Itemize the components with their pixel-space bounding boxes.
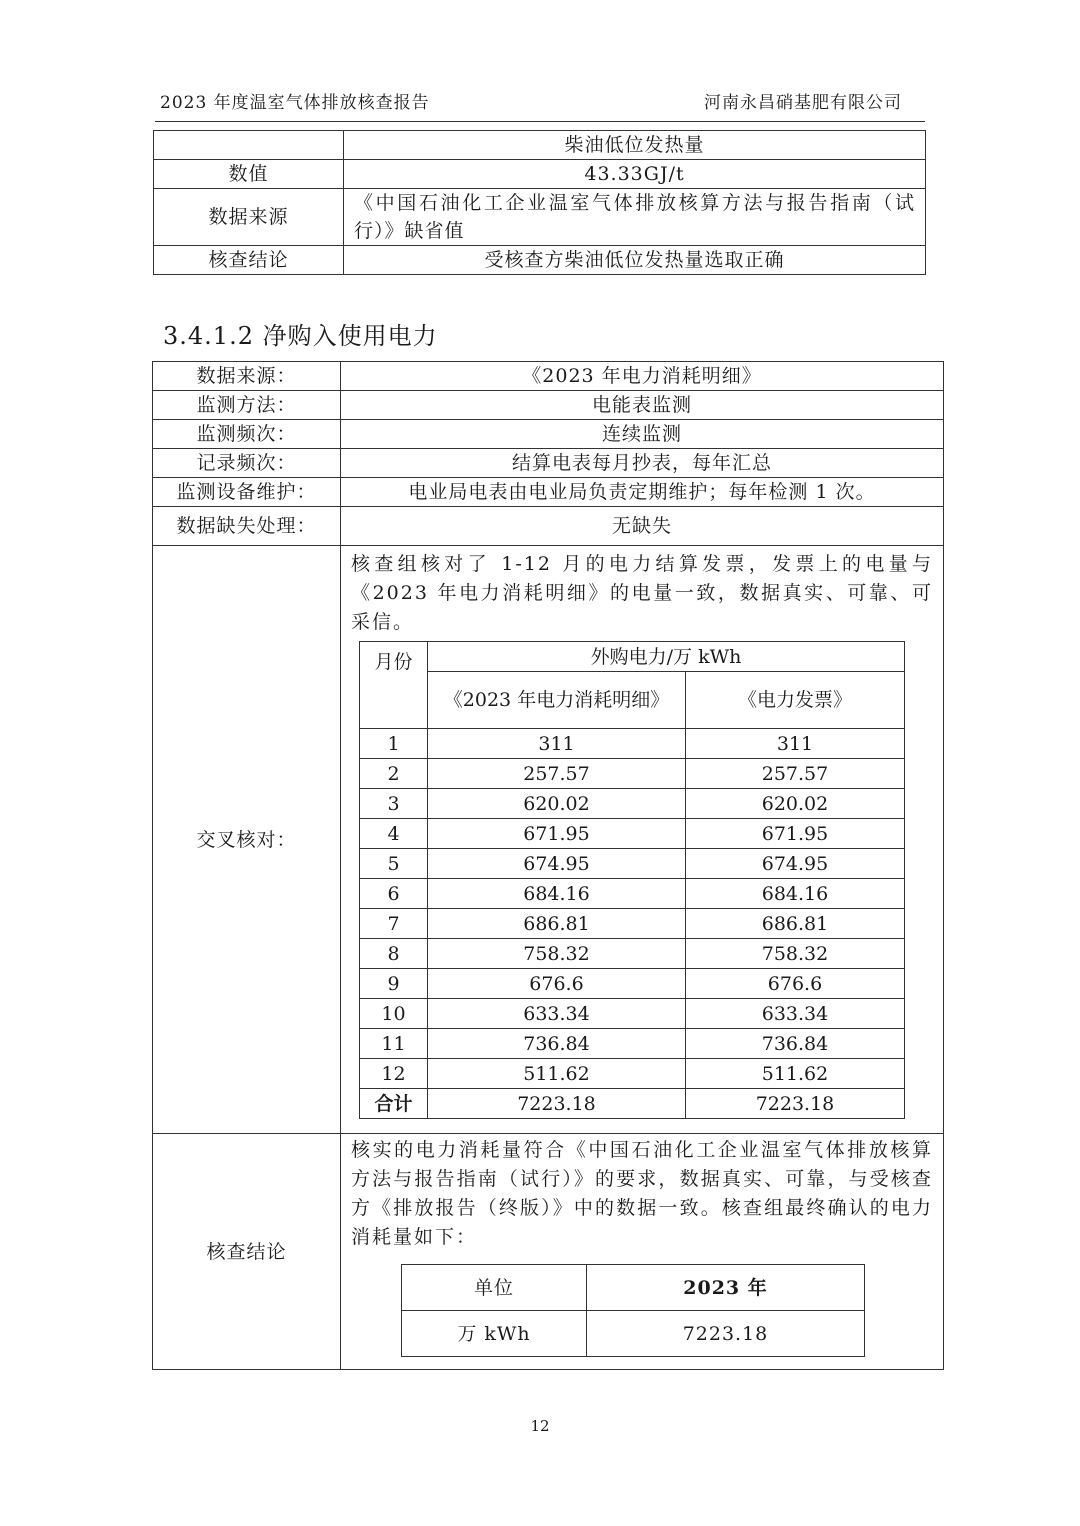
month-cell: 11 [360, 1029, 428, 1059]
row-value: 电业局电表由电业局负责定期维护；每年检测 1 次。 [341, 478, 944, 507]
detail-value: 736.84 [428, 1029, 686, 1059]
section-heading: 3.4.1.2 净购入使用电力 [163, 322, 438, 350]
row-label: 记录频次： [153, 449, 341, 478]
detail-value: 674.95 [428, 849, 686, 879]
detail-value: 671.95 [428, 819, 686, 849]
row-value: 无缺失 [341, 507, 944, 546]
total-invoice-value: 7223.18 [686, 1089, 905, 1119]
diesel-heat-value-table [153, 130, 926, 275]
detail-value: 511.62 [428, 1059, 686, 1089]
total-detail-value: 7223.18 [428, 1089, 686, 1119]
month-header: 月份 [360, 642, 428, 729]
value-cell: 7223.18 [587, 1311, 865, 1357]
month-cell: 12 [360, 1059, 428, 1089]
row-label: 监测方法： [153, 391, 341, 420]
row-value: 《中国石油化工企业温室气体排放核算方法与报告指南（试行）》缺省值 [344, 189, 926, 246]
table-row [360, 939, 905, 969]
detail-value: 684.16 [428, 879, 686, 909]
row-label: 核查结论 [154, 246, 344, 275]
table-row [153, 507, 944, 546]
table1-title: 柴油低位发热量 [344, 131, 926, 160]
monthly-electricity-table [359, 641, 905, 1119]
table-row [153, 449, 944, 478]
invoice-value: 736.84 [686, 1029, 905, 1059]
row-label: 数据来源 [154, 189, 344, 246]
table-row [360, 789, 905, 819]
detail-value: 686.81 [428, 909, 686, 939]
table-cell-empty [154, 131, 344, 160]
table-row [360, 879, 905, 909]
row-label: 监测设备维护： [153, 478, 341, 507]
month-cell: 5 [360, 849, 428, 879]
detail-value: 676.6 [428, 969, 686, 999]
table-row [153, 546, 944, 1134]
table-row [360, 1059, 905, 1089]
cross-check-label: 交叉核对： [153, 546, 341, 1134]
table-row [154, 246, 926, 275]
row-label: 数值 [154, 160, 344, 189]
table-row [154, 189, 926, 246]
conclusion-text: 核实的电力消耗量符合《中国石油化工企业温室气体排放核算方法与报告指南（试行）》的要求，数据真实、可靠，与受核查方《排放报告（终版）》中的数据一致。核查组最终确认的电力消耗量如下： [351, 1139, 933, 1248]
row-label: 数据来源： [153, 362, 341, 391]
row-value: 电能表监测 [341, 391, 944, 420]
confirmed-consumption-table [401, 1264, 865, 1357]
total-row [360, 1089, 905, 1119]
table-row [153, 1134, 944, 1370]
table-row [360, 819, 905, 849]
detail-value: 620.02 [428, 789, 686, 819]
unit-cell: 万 kWh [402, 1311, 587, 1357]
table-row [360, 759, 905, 789]
row-value: 受核查方柴油低位发热量选取正确 [344, 246, 926, 275]
year-header: 2023 年 [587, 1265, 865, 1311]
table-row [360, 729, 905, 759]
purchased-electricity-header: 外购电力/万 kWh [428, 642, 905, 672]
header-rule [155, 121, 925, 122]
month-cell: 10 [360, 999, 428, 1029]
cross-check-cell [341, 546, 944, 1134]
header-report-title: 2023 年度温室气体排放核查报告 [160, 93, 430, 113]
detail-value: 257.57 [428, 759, 686, 789]
month-cell: 4 [360, 819, 428, 849]
table-row [402, 1311, 865, 1357]
table-row [360, 1029, 905, 1059]
consumption-detail-header: 《2023 年电力消耗明细》 [428, 672, 686, 729]
row-value: 连续监测 [341, 420, 944, 449]
invoice-value: 758.32 [686, 939, 905, 969]
row-value: 结算电表每月抄表，每年汇总 [341, 449, 944, 478]
table-row [360, 969, 905, 999]
invoice-value: 511.62 [686, 1059, 905, 1089]
table-row [154, 160, 926, 189]
invoice-value: 257.57 [686, 759, 905, 789]
cross-check-text: 核查组核对了 1-12 月的电力结算发票，发票上的电量与《2023 年电力消耗明细》的电量一致，数据真实、可靠、可采信。 [351, 553, 933, 633]
row-value: 43.33GJ/t [344, 160, 926, 189]
invoice-value: 686.81 [686, 909, 905, 939]
table-header-row [360, 672, 905, 729]
table-header-row [360, 642, 905, 672]
table-row [360, 909, 905, 939]
total-label: 合计 [360, 1089, 428, 1119]
detail-value: 758.32 [428, 939, 686, 969]
table-row [153, 362, 944, 391]
invoice-header: 《电力发票》 [686, 672, 905, 729]
detail-value: 633.34 [428, 999, 686, 1029]
table-row [360, 849, 905, 879]
electricity-table [152, 361, 944, 1370]
month-cell: 6 [360, 879, 428, 909]
row-label: 数据缺失处理： [153, 507, 341, 546]
month-cell: 9 [360, 969, 428, 999]
month-cell: 1 [360, 729, 428, 759]
detail-value: 311 [428, 729, 686, 759]
row-value: 《2023 年电力消耗明细》 [341, 362, 944, 391]
month-cell: 3 [360, 789, 428, 819]
conclusion-cell [341, 1134, 944, 1370]
invoice-value: 620.02 [686, 789, 905, 819]
table-row [360, 999, 905, 1029]
invoice-value: 633.34 [686, 999, 905, 1029]
conclusion-label: 核查结论 [153, 1134, 341, 1370]
unit-header: 单位 [402, 1265, 587, 1311]
table-row [153, 420, 944, 449]
table-row [154, 131, 926, 160]
invoice-value: 671.95 [686, 819, 905, 849]
header-company-name: 河南永昌硝基肥有限公司 [704, 93, 902, 113]
month-cell: 7 [360, 909, 428, 939]
month-cell: 8 [360, 939, 428, 969]
invoice-value: 684.16 [686, 879, 905, 909]
invoice-value: 311 [686, 729, 905, 759]
month-cell: 2 [360, 759, 428, 789]
invoice-value: 674.95 [686, 849, 905, 879]
invoice-value: 676.6 [686, 969, 905, 999]
table-header-row [402, 1265, 865, 1311]
table-row [153, 478, 944, 507]
page-number: 12 [530, 1417, 550, 1435]
table-row [153, 391, 944, 420]
row-label: 监测频次： [153, 420, 341, 449]
